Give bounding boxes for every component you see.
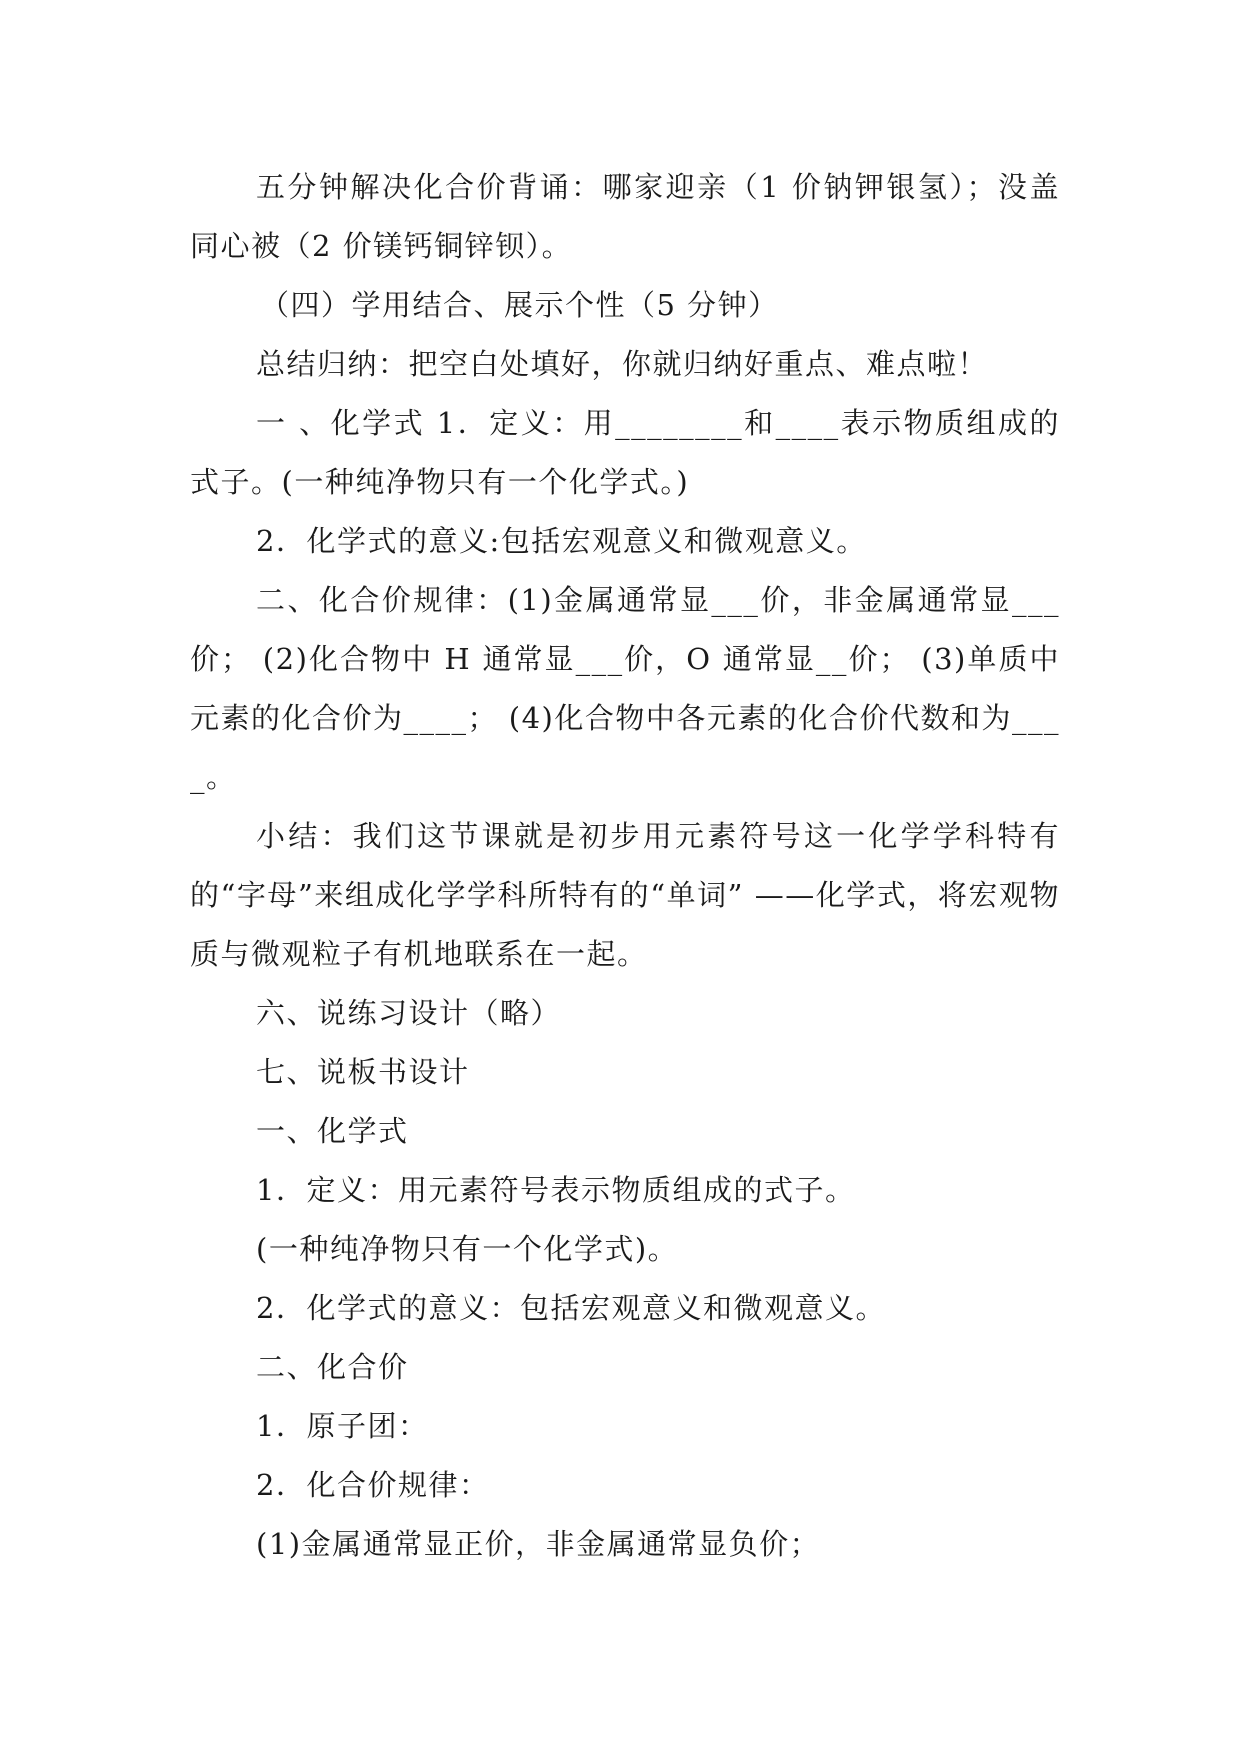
heading-valence: 二、化合价 [256,1350,409,1384]
paragraph-lesson-summary: 小结：我们这节课就是初步用元素符号这一化学学科特有的“字母”来组成化学学科所特有的“单词” ——化学式，将宏观物质与微观粒子有机地联系在一起。 [190,819,1060,971]
item-valence-rule-1: (1)金属通常显正价，非金属通常显负价； [256,1527,821,1561]
paragraph-formula-definition-blank: 一 、化学式 1．定义：用________和____表示物质组成的式子。(一种纯净物只有一个化学式。) [190,406,1060,499]
heading-chemical-formula: 一、化学式 [256,1114,409,1148]
item-definition-note: (一种纯净物只有一个化学式)。 [256,1232,679,1266]
section-heading-apply-learning: （四）学用结合、展示个性（5 分钟） [260,288,779,322]
item-formula-meaning: 2．化学式的意义：包括宏观意义和微观意义。 [256,1291,886,1325]
item-definition: 1．定义：用元素符号表示物质组成的式子。 [256,1173,856,1207]
paragraph-summary-prompt: 总结归纳：把空白处填好，你就归纳好重点、难点啦！ [256,347,989,381]
document-page [190,158,1060,1574]
paragraph-formula-meaning: 2．化学式的意义:包括宏观意义和微观意义。 [256,524,867,558]
heading-board-design: 七、说板书设计 [256,1055,470,1089]
paragraph-valence-rules-blank: 二、化合价规律：(1)金属通常显___价，非金属通常显___价； (2)化合物中 H 通常显___价，O 通常显__价； (3)单质中元素的化合价为____； (4)化合物中各元素的化合价代数和为____。 [190,583,1060,794]
heading-exercise-design: 六、说练习设计（略） [256,996,562,1030]
paragraph-valence-mnemonic: 五分钟解决化合价背诵：哪家迎亲（1 价钠钾银氢）；没盖同心被（2 价镁钙铜锌钡）。 [190,170,1060,263]
item-valence-rules: 2．化合价规律： [256,1468,490,1502]
item-atomic-group: 1．原子团： [256,1409,429,1443]
